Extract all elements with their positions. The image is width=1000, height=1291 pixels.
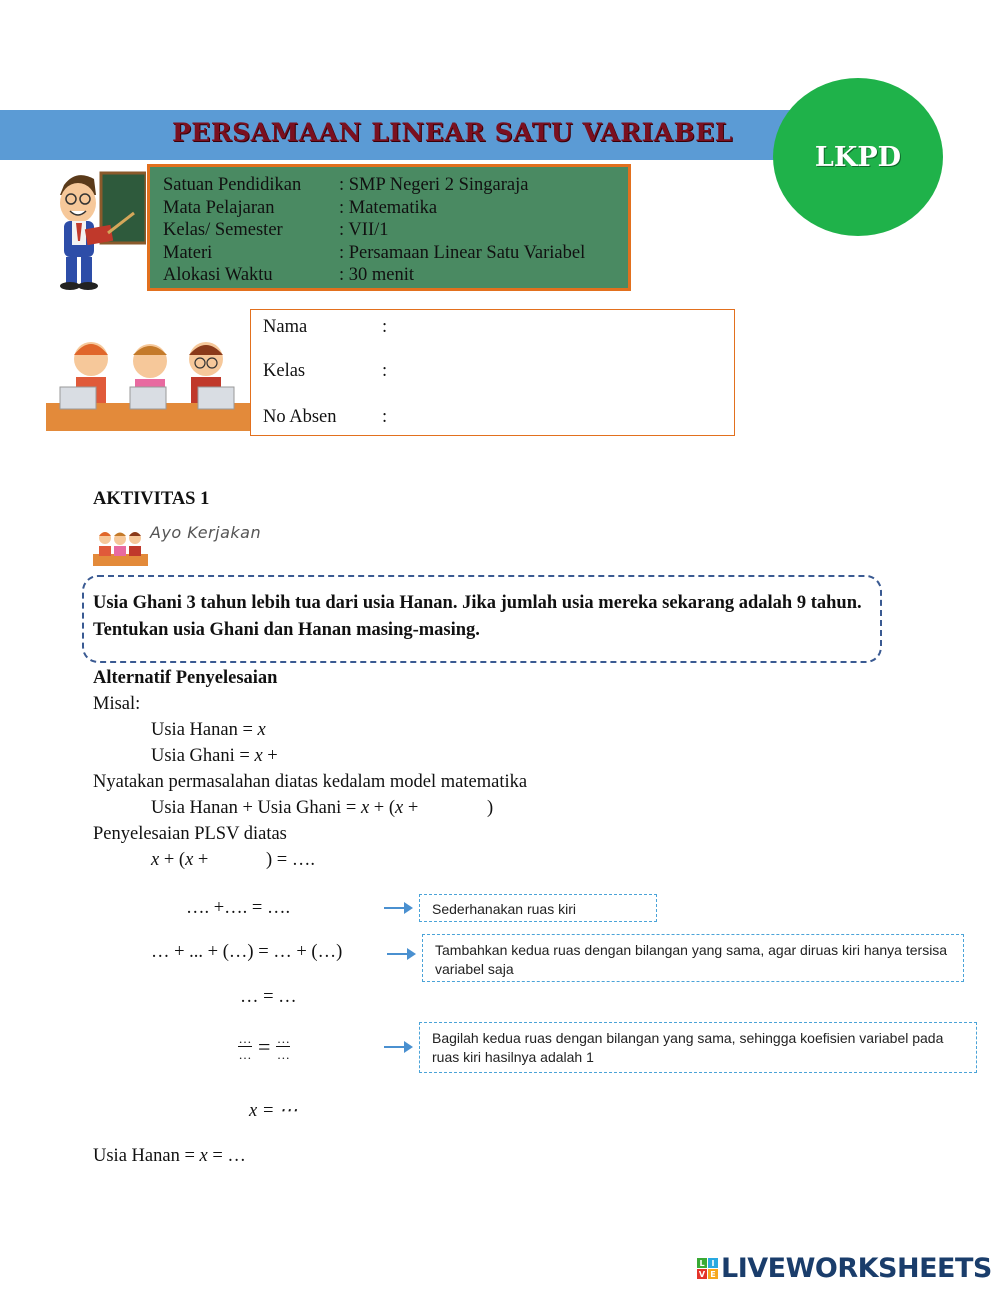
lkpd-badge-label: LKPD (814, 141, 902, 173)
info-row (163, 219, 628, 242)
denominator: … (276, 1047, 290, 1062)
lkpd-badge (773, 78, 943, 236)
brand-name: LIVEWORKSHEETS (721, 1253, 992, 1284)
step-result: … = … (240, 987, 297, 1007)
note-simplify: Sederhanakan ruas kiri (419, 894, 657, 922)
var-x: x (395, 798, 404, 818)
field-label: Kelas (263, 361, 306, 381)
misal-label: Misal: (93, 694, 141, 714)
info-label: Mata Pelajaran (163, 197, 275, 218)
activity-subtitle: Ayo Kerjakan (150, 523, 262, 542)
solve-plus: + (193, 850, 209, 870)
name-field[interactable] (263, 317, 387, 338)
model-close-paren: ) (487, 798, 494, 818)
class-field[interactable] (263, 361, 387, 382)
ghani-label: Usia Ghani = (151, 746, 255, 766)
page-title: PERSAMAAN LINEAR SATU VARIABEL (172, 118, 733, 147)
liveworksheets-logo[interactable] (697, 1253, 992, 1284)
info-value: : 30 menit (339, 265, 415, 285)
info-label: Alokasi Waktu (163, 265, 273, 285)
field-colon: : (382, 407, 388, 427)
ghani-definition (151, 746, 278, 767)
field-label: Nama (263, 317, 308, 337)
school-info-box (147, 164, 631, 291)
hanan-label: Usia Hanan = (151, 720, 258, 740)
var-x: x (185, 850, 194, 870)
logo-letter: L (697, 1258, 707, 1268)
solve-intro: Penyelesaian PLSV diatas (93, 824, 287, 844)
info-row (163, 242, 628, 265)
solve-equation (151, 850, 208, 871)
field-colon: : (382, 361, 388, 381)
var-x: x (151, 850, 160, 870)
info-row (163, 264, 628, 287)
info-row (163, 197, 628, 220)
model-intro: Nyatakan permasalahan diatas kedalam model matematika (93, 772, 528, 792)
model-mid: + ( (369, 798, 396, 818)
note-add-both-sides: Tambahkan kedua ruas dengan bilangan yang sama, agar diruas kiri hanya tersisa variabel saja (422, 934, 964, 982)
arrow-right-icon (384, 1046, 411, 1048)
var-x: x (257, 720, 266, 740)
solution-heading: Alternatif Penyelesaian (93, 668, 278, 688)
problem-statement: Usia Ghani 3 tahun lebih tua dari usia Hanan. Jika jumlah usia mereka sekarang adalah 9 tahun. Tentukan usia Ghani dan Hanan masing-masing. (93, 593, 862, 640)
model-plus: + (403, 798, 419, 818)
mini-students-icon (93, 526, 148, 566)
logo-letter: E (708, 1269, 718, 1279)
fraction-left (238, 1033, 252, 1060)
logo-grid-icon (697, 1258, 718, 1279)
activity-title: AKTIVITAS 1 (93, 489, 210, 509)
logo-letter: V (698, 1269, 706, 1279)
info-label: Materi (163, 242, 213, 263)
final-right: = … (207, 1146, 246, 1166)
step-divide (238, 1033, 290, 1060)
var-x: x (199, 1146, 208, 1166)
model-left: Usia Hanan + Usia Ghani = (151, 798, 361, 818)
info-value: : Matematika (339, 197, 438, 218)
absent-number-field[interactable] (263, 407, 387, 428)
final-answer (93, 1146, 246, 1167)
numerator: … (238, 1031, 252, 1046)
solve-mid: + ( (159, 850, 186, 870)
info-label: Kelas/ Semester (163, 220, 283, 240)
teacher-illustration (46, 165, 146, 292)
field-label: No Absen (263, 407, 337, 427)
info-label: Satuan Pendidikan (163, 175, 302, 195)
arrow-right-icon (387, 953, 414, 955)
arrow-right-icon (384, 907, 411, 909)
step-simplify: …. +…. = …. (186, 898, 291, 918)
numerator: … (276, 1031, 290, 1046)
var-x: x (360, 798, 370, 818)
model-equation (151, 798, 418, 819)
fraction-right (276, 1033, 290, 1060)
students-illustration (46, 337, 250, 431)
final-left: Usia Hanan = (93, 1146, 200, 1166)
denominator: … (238, 1047, 252, 1062)
var-x: x (254, 746, 263, 766)
info-value: : VII/1 (339, 220, 389, 240)
step-add-both: … + ... + (…) = … + (…) (151, 942, 343, 962)
solve-end: ) = …. (266, 850, 315, 870)
note-divide-both-sides: Bagilah kedua ruas dengan bilangan yang sama, sehingga koefisien variabel pada ruas kiri hasilnya adalah 1 (419, 1022, 977, 1073)
info-row (163, 174, 628, 197)
hanan-definition (151, 720, 266, 741)
logo-letter: I (708, 1258, 718, 1268)
student-identity-box (250, 309, 735, 436)
plus-sign: + (262, 746, 278, 766)
field-colon: : (382, 317, 388, 337)
info-value: : SMP Negeri 2 Singaraja (339, 175, 529, 195)
step-solution: x = ⋯ (249, 1101, 298, 1121)
info-value: : Persamaan Linear Satu Variabel (339, 242, 586, 263)
equals-sign: = (258, 1033, 271, 1059)
